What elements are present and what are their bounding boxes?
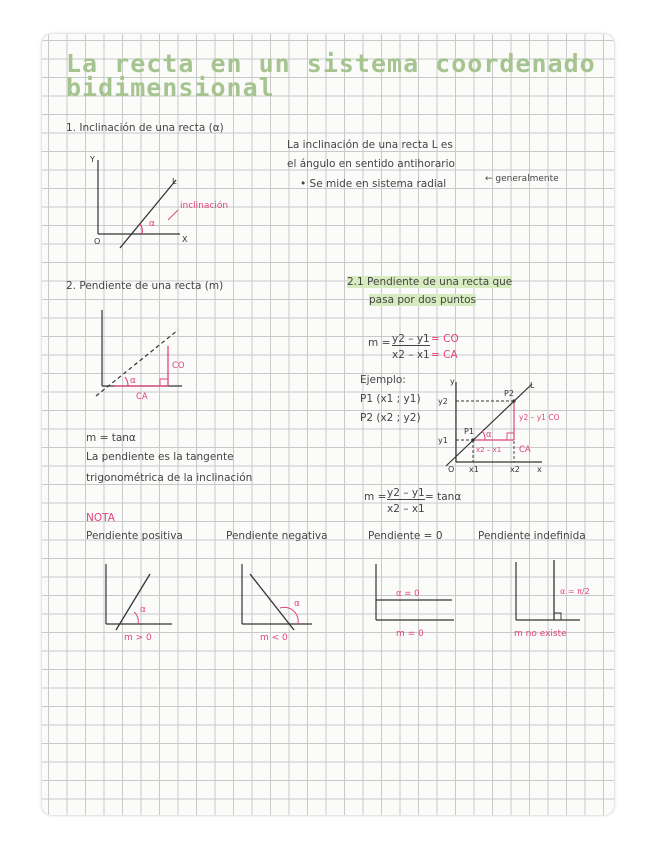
angle-arc <box>134 612 138 624</box>
section21-heading-line1-text: 2.1 Pendiente de una recta que <box>347 276 513 288</box>
section1-desc-line1: La inclinación de una recta L es <box>287 139 453 151</box>
ca-label: CA <box>519 445 531 455</box>
case-positive-title: Pendiente positiva <box>86 530 183 542</box>
final-numerator: y2 – y1 <box>387 487 425 499</box>
section2-desc-line1: La pendiente es la tangente <box>86 451 234 463</box>
section1-heading: 1. Inclinación de una recta (α) <box>66 122 224 134</box>
nota-label: NOTA <box>86 512 115 524</box>
caption: m no existe <box>514 629 567 639</box>
slope-figure <box>90 300 200 405</box>
point-p1: P1 (x1 ; y1) <box>360 393 421 405</box>
page-title-line2: bidimensional <box>66 73 275 102</box>
case-zero-title: Pendiente = 0 <box>368 530 443 542</box>
caption: m < 0 <box>260 633 288 643</box>
formula-eq-co: = CO <box>431 333 459 345</box>
y2-label: y2 <box>438 397 448 406</box>
x1-label: x1 <box>469 465 479 474</box>
point-p1-dot <box>471 438 474 441</box>
origin-label: O <box>94 237 101 246</box>
final-equals-tan: = tanα <box>425 491 462 503</box>
case-negative-title: Pendiente negativa <box>226 530 328 542</box>
line-label: L <box>530 381 535 390</box>
case-undefined-title: Pendiente indefinida <box>478 530 586 542</box>
p1-label: P1 <box>464 427 474 436</box>
origin-label: O <box>448 465 455 474</box>
case-negative-figure <box>236 560 316 645</box>
formula-numerator: y2 – y1 <box>392 333 430 345</box>
page-title-line1: La recta en un sistema coordenado <box>66 49 596 78</box>
y-axis-label: Y <box>90 155 95 164</box>
point-p2-dot <box>512 399 515 402</box>
x-axis-label: x <box>537 465 542 474</box>
ca-label: CA <box>136 392 148 402</box>
angle-arc <box>140 224 142 234</box>
ca-formula-label: x2 – x1 <box>476 446 502 454</box>
angle-label: α <box>140 605 146 615</box>
final-m-label: m = <box>364 491 387 503</box>
example-label: Ejemplo: <box>360 374 406 386</box>
point-p2: P2 (x2 ; y2) <box>360 412 421 424</box>
y1-label: y1 <box>438 436 448 445</box>
section2-heading: 2. Pendiente de una recta (m) <box>66 280 224 292</box>
line-label: L <box>172 177 177 186</box>
angle-label: α = π/2 <box>560 587 590 596</box>
angle-label: α <box>486 430 492 440</box>
case-positive-figure <box>100 560 180 645</box>
final-denominator: x2 – x1 <box>387 503 425 515</box>
y-axis-label: y <box>450 377 455 386</box>
line-negative <box>250 574 294 630</box>
case-undefined-figure <box>508 556 598 646</box>
label-arrow <box>168 210 178 220</box>
co-label: y2 – y1 CO <box>519 413 560 422</box>
angle-label: α <box>294 599 300 609</box>
section1-desc-line3: • Se mide en sistema radial <box>300 178 447 190</box>
caption: m > 0 <box>124 633 152 643</box>
co-label: CO <box>172 361 185 371</box>
right-angle-mark <box>160 379 168 386</box>
angle-arc <box>482 431 485 440</box>
x-axis-label: X <box>182 235 188 244</box>
x2-label: x2 <box>510 465 520 474</box>
caption: m = 0 <box>396 629 424 639</box>
inclination-figure <box>80 150 229 255</box>
formula-denominator: x2 – x1 <box>392 349 430 361</box>
formula-eq-ca: = CA <box>431 349 458 361</box>
case-zero-figure <box>372 560 462 645</box>
right-angle-mark <box>507 433 514 440</box>
formula-m-label: m = <box>368 337 391 349</box>
section2-desc-line2: trigonométrica de la inclinación <box>86 472 253 484</box>
right-angle-mark <box>554 613 561 620</box>
p2-label: P2 <box>504 389 514 398</box>
line-positive <box>116 574 150 630</box>
angle-label: α <box>149 219 155 229</box>
angle-arc <box>125 377 128 386</box>
section1-desc-note: ← generalmente <box>485 174 559 184</box>
slope-formula: m = tanα <box>86 432 136 444</box>
section21-heading-line2-text: pasa por dos puntos <box>369 294 476 306</box>
section1-desc-line2: el ángulo en sentido antihorario <box>287 158 455 170</box>
angle-label: α = 0 <box>396 589 420 599</box>
inclination-label: inclinación <box>180 201 229 211</box>
two-points-figure <box>436 376 586 481</box>
angle-label: α <box>130 376 136 386</box>
section21-heading-line2 <box>369 294 476 306</box>
line-l <box>120 180 176 248</box>
section21-heading-line1 <box>347 276 512 288</box>
